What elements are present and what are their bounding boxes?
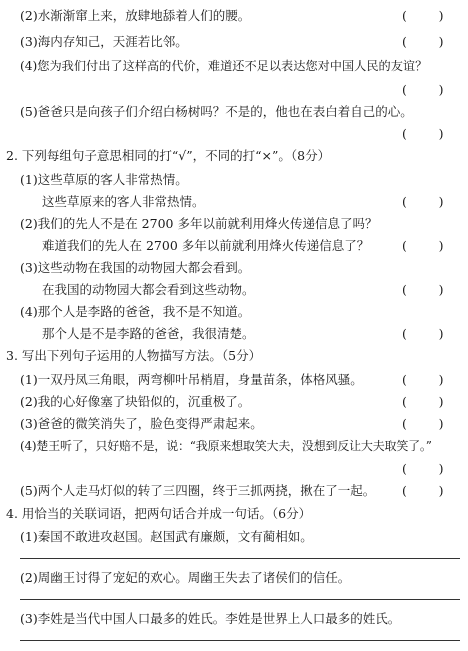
- s1-item-3: (3)海内存知己，天涯若比邻。: [20, 34, 188, 49]
- answer-line[interactable]: [20, 599, 460, 600]
- s2-item-1a: (1)这些草原的客人非常热情。: [20, 172, 188, 187]
- s2-item-4a: (4)那个人是李路的爸爸，我不是不知道。: [20, 304, 251, 319]
- section-4-heading: 4. 用恰当的关联词语，把两句话合并成一句话。（6分）: [6, 506, 312, 521]
- answer-blank[interactable]: ( ): [402, 372, 444, 387]
- s1-item-2: (2)水渐渐窜上来，放肆地舔着人们的腰。: [20, 8, 251, 23]
- answer-blank[interactable]: ( ): [402, 194, 444, 209]
- s3-item-2: (2)我的心好像塞了块铅似的，沉重极了。: [20, 394, 251, 409]
- section-3-heading: 3. 写出下列句子运用的人物描写方法。（5分）: [6, 348, 262, 363]
- answer-blank[interactable]: ( ): [402, 126, 444, 141]
- s2-item-3a: (3)这些动物在我国的动物园大都会看到。: [20, 260, 251, 275]
- answer-blank[interactable]: ( ): [402, 34, 444, 49]
- s2-item-1b: 这些草原来的客人非常热情。: [42, 194, 205, 209]
- s2-item-2b: 难道我们的先人在 2700 多年以前就利用烽火传递信息了？: [42, 238, 370, 253]
- answer-blank[interactable]: ( ): [402, 326, 444, 341]
- answer-blank[interactable]: ( ): [402, 238, 444, 253]
- s3-item-1: (1)一双丹凤三角眼，两弯柳叶吊梢眉，身量苗条，体格风骚。: [20, 372, 363, 387]
- s1-item-4: (4)您为我们付出了这样高的代价，难道还不足以表达您对中国人民的友谊？: [20, 59, 428, 73]
- answer-blank[interactable]: ( ): [402, 461, 444, 476]
- s4-item-2: (2)周幽王讨得了宠妃的欢心。周幽王失去了诸侯们的信任。: [20, 570, 351, 585]
- s2-item-3b: 在我国的动物园大都会看到这些动物。: [42, 282, 255, 297]
- s2-item-2a: (2)我们的先人不是在 2700 多年以前就利用烽火传递信息了吗？: [20, 216, 378, 231]
- s3-item-5: (5)两个人走马灯似的转了三四圈，终于三抓两挠，揪在了一起。: [20, 483, 376, 498]
- s3-item-4: (4)楚王听了，只好赔不是，说：“我原来想取笑大夫，没想到反让大夫取笑了。”: [20, 439, 432, 453]
- s3-item-3: (3)爸爸的微笑消失了，脸色变得严肃起来。: [20, 416, 263, 431]
- s4-item-1: (1)秦国不敢进攻赵国。赵国武有廉颇，文有蔺相如。: [20, 529, 313, 544]
- answer-blank[interactable]: ( ): [402, 483, 444, 498]
- s4-item-3: (3)李姓是当代中国人口最多的姓氏。李姓是世界上人口最多的姓氏。: [20, 611, 401, 626]
- answer-blank[interactable]: ( ): [402, 394, 444, 409]
- answer-blank[interactable]: ( ): [402, 282, 444, 297]
- answer-line[interactable]: [20, 640, 460, 641]
- answer-blank[interactable]: ( ): [402, 82, 444, 97]
- section-2-heading: 2. 下列每组句子意思相同的打“√”，不同的打“×”。（8分）: [6, 148, 331, 163]
- answer-line[interactable]: [20, 558, 460, 559]
- s1-item-5: (5)爸爸只是向孩子们介绍白杨树吗？不是的，他也在表白着自己的心。: [20, 104, 413, 119]
- answer-blank[interactable]: ( ): [402, 8, 444, 23]
- s2-item-4b: 那个人是不是李路的爸爸，我很清楚。: [42, 326, 255, 341]
- answer-blank[interactable]: ( ): [402, 416, 444, 431]
